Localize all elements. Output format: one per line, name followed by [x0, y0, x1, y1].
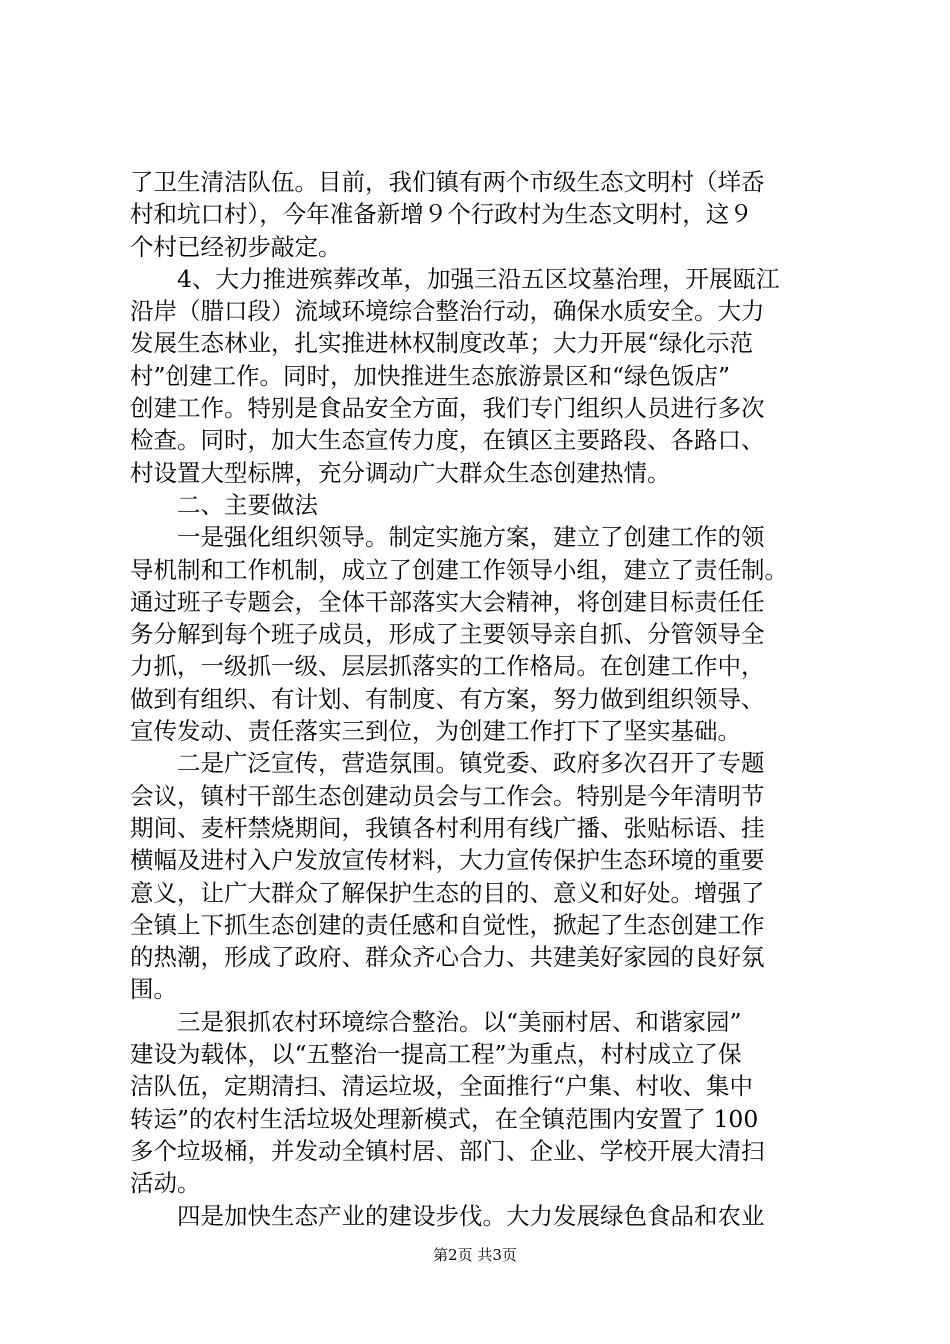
text-line: 4、大力推进殡葬改革，加强三沿五区坟墓治理，开展瓯江: [177, 264, 780, 293]
text-line: 个村已经初步敲定。: [130, 232, 342, 261]
text-line: 创建工作。特别是食品安全方面，我们专门组织人员进行多次: [130, 394, 765, 423]
text-line: 了卫生清洁队伍。目前，我们镇有两个市级生态文明村（垟岙: [130, 168, 765, 196]
text-line: 村”创建工作。同时，加快推进生态旅游景区和“绿色饭店”: [130, 361, 731, 390]
text-line: 导机制和工作机制，成立了创建工作领导小组，建立了责任制。: [130, 555, 788, 584]
text-line: 一是强化组织领导。制定实施方案，建立了创建工作的领: [177, 523, 765, 552]
text-line: 横幅及进村入户发放宣传材料，大力宣传保护生态环境的重要: [130, 846, 765, 875]
text-line: 意义，让广大群众了解保护生态的目的、意义和好处。增强了: [130, 878, 765, 907]
body-text: [130, 166, 830, 1232]
text-line: 多个垃圾桶，并发动全镇村居、部门、企业、学校开展大清扫: [130, 1136, 765, 1165]
text-line: 二、主要做法: [177, 490, 318, 519]
text-line: 会议，镇村干部生态创建动员会与工作会。特别是今年清明节: [130, 781, 765, 810]
text-line: 围。: [130, 975, 177, 1004]
text-line: 村设置大型标牌，充分调动广大群众生态创建热情。: [130, 458, 671, 487]
text-line: 的热潮，形成了政府、群众齐心合力、共建美好家园的良好氛: [130, 943, 765, 972]
text-line: 二是广泛宣传，营造氛围。镇党委、政府多次召开了专题: [177, 749, 765, 778]
text-line: 通过班子专题会，全体干部落实大会精神，将创建目标责任任: [130, 587, 765, 616]
text-line: 活动。: [130, 1169, 201, 1198]
text-line: 建设为载体，以“五整治一提高工程”为重点，村村成立了保: [130, 1040, 742, 1069]
text-line: 三是狠抓农村环境综合整治。以“美丽村居、和谐家园”: [177, 1007, 742, 1036]
text-line: 宣传发动、责任落实三到位，为创建工作打下了坚实基础。: [130, 717, 741, 746]
text-line: 务分解到每个班子成员，形成了主要领导亲自抓、分管领导全: [130, 620, 765, 649]
text-line: 做到有组织、有计划、有制度、有方案，努力做到组织领导、: [130, 684, 765, 713]
text-line: 检查。同时，加大生态宣传力度，在镇区主要路段、各路口、: [130, 426, 765, 455]
text-line: 村和坑口村），今年准备新增９个行政村为生态文明村，这９: [130, 200, 753, 229]
text-line: 沿岸（腊口段）流域环境综合整治行动，确保水质安全。大力: [130, 297, 765, 326]
text-line: 发展生态林业，扎实推进林权制度改革；大力开展“绿化示范: [130, 329, 754, 358]
text-line: 转运”的农村生活垃圾处理新模式，在全镇范围内安置了 100: [130, 1104, 759, 1133]
page-footer: 第2页 共3页: [433, 1246, 517, 1264]
text-line: 力抓，一级抓一级、层层抓落实的工作格局。在创建工作中，: [130, 652, 765, 681]
text-line: 洁队伍，定期清扫、清运垃圾，全面推行“户集、村收、集中: [130, 1072, 754, 1101]
text-line: 全镇上下抓生态创建的责任感和自觉性，掀起了生态创建工作: [130, 910, 765, 939]
text-line: 期间、麦杆禁烧期间，我镇各村利用有线广播、张贴标语、挂: [130, 813, 765, 842]
text-line: 四是加快生态产业的建设步伐。大力发展绿色食品和农业: [177, 1201, 765, 1230]
